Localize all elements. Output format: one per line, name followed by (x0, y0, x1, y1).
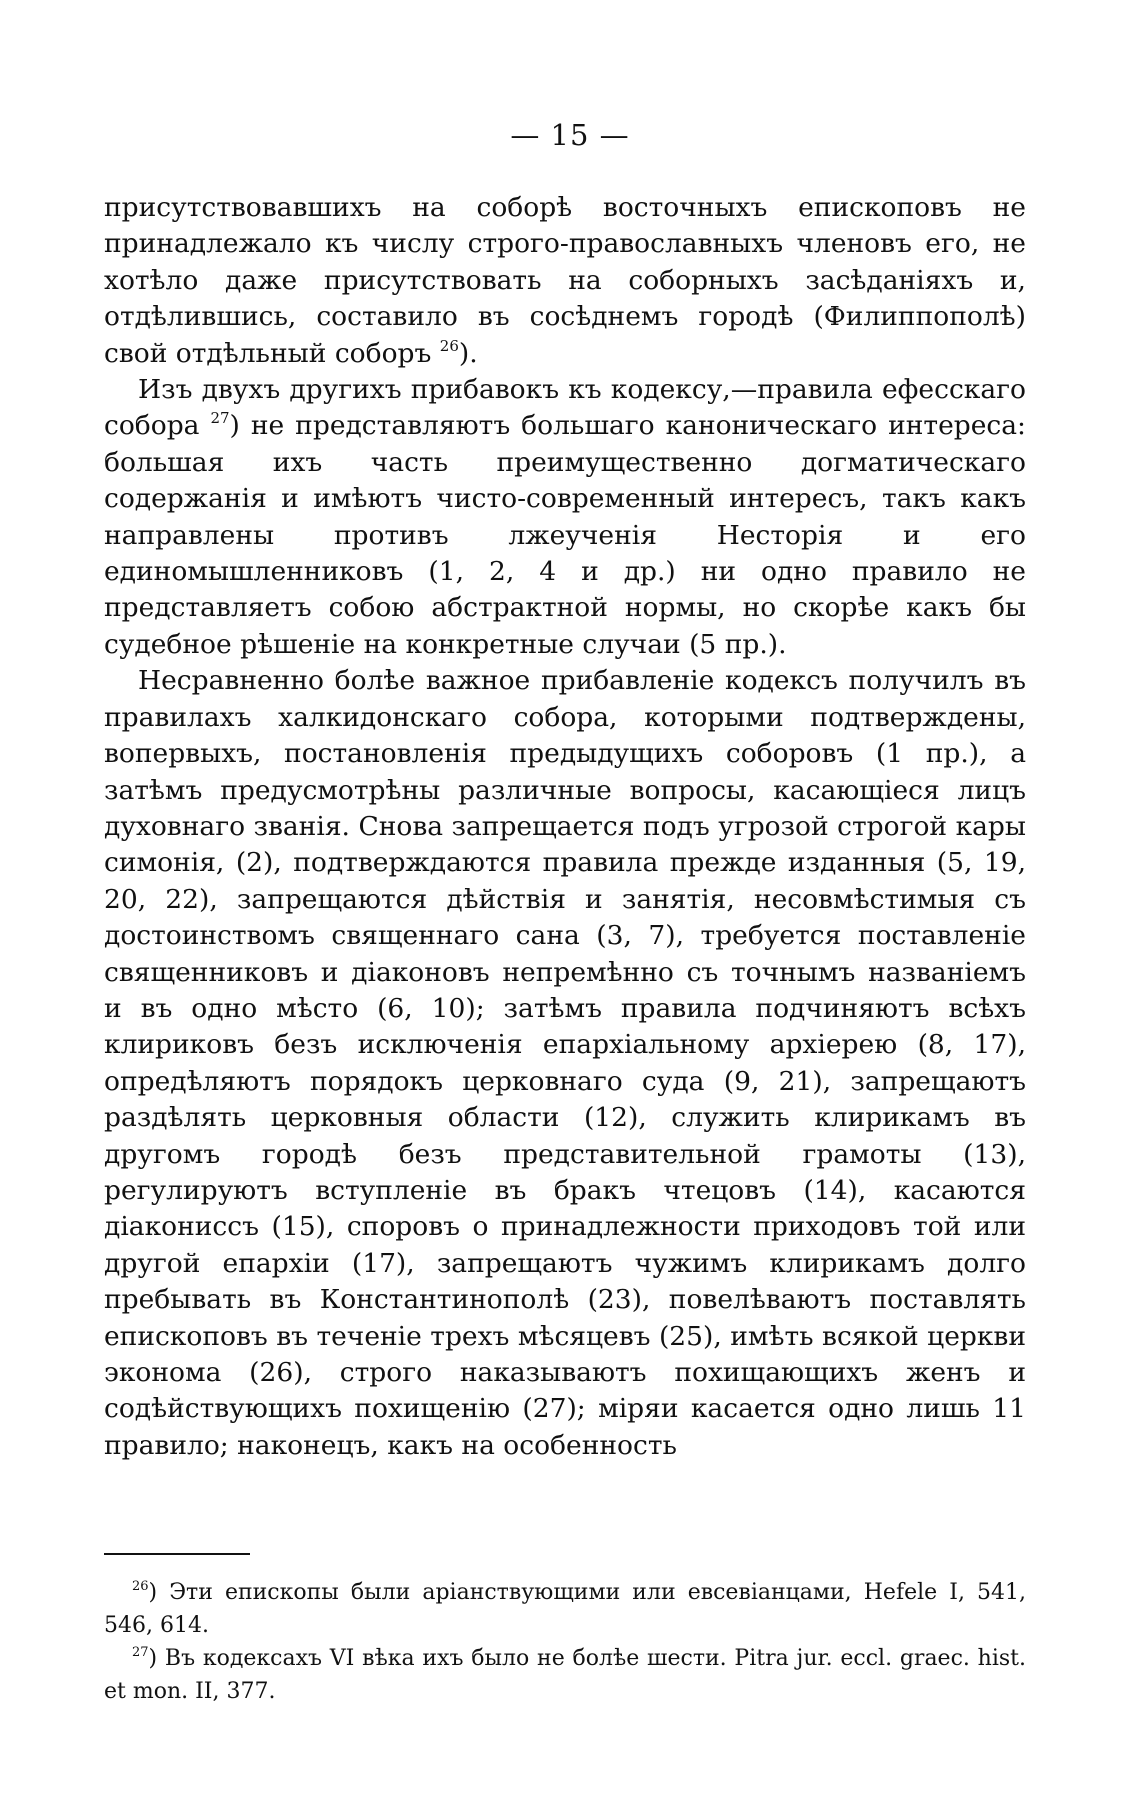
paragraph-text: Несравненно болѣе важное прибавленіе кодексъ получилъ въ правилахъ халкидонскаго собора, которыми подтверждены, вопервыхъ, постановленія предыдущихъ соборовъ (1 пр.), а затѣмъ предусмотрѣны различные вопросы, касающіеся лицъ духовнаго званія. Снова запрещается подъ угрозой строгой кары симонія, (2), подтверждаются правила прежде изданныя (5, 19, 20, 22), запрещаются дѣйствія и занятія, несовмѣстимыя съ достоинствомъ священнаго сана (3, 7), требуется поставленіе священниковъ и діаконовъ непремѣнно съ точнымъ названіемъ и въ одно мѣсто (6, 10); затѣмъ правила подчиняютъ всѣхъ клириковъ безъ исключенія епархіальному архіерею (8, 17), опредѣляютъ порядокъ церковнаго суда (9, 21), запрещаютъ раздѣлять церковныя области (12), служить клирикамъ въ другомъ городѣ безъ представительной грамоты (13), регулируютъ вступленіе въ бракъ чтецовъ (14), касаются діакониссъ (15), споровъ о принадлежности приходовъ той или другой епархіи (17), запрещаютъ чужимъ клирикамъ долго пребывать въ Константинополѣ (23), повелѣваютъ поставлять епископовъ въ теченіе трехъ мѣсяцевъ (25), имѣть всякой церкви эконома (26), строго наказываютъ похищающихъ женъ и содѣйствующихъ похищенію (27); міряи касается одно лишь 11 правило; наконецъ, какъ на особенность (104, 665, 1026, 1461)
paragraph-text: ) не представляютъ большаго каноническаго интереса: большая ихъ часть преимущественно догматическаго содержанія и имѣютъ чисто-современный интересъ, такъ какъ направлены противъ лжеученія Несторія и его единомышленниковъ (1, 2, 4 и др.) ни одно правило не представляетъ собою абстрактной нормы, но скорѣе какъ бы судебное рѣшеніе на конкретные случаи (5 пр.). (104, 410, 1026, 660)
footnote-marker: 27 (132, 1645, 149, 1660)
paragraph-text: присутствовавшихъ на соборѣ восточныхъ епископовъ не принадлежало къ числу строго-православныхъ членовъ его, не хотѣло даже присутствовать на соборныхъ засѣданіяхъ и, отдѣлившись, составило въ сосѣднемъ городѣ (Филиппополѣ) свой отдѣльный соборъ (104, 192, 1026, 369)
page-number: — 15 — (510, 118, 630, 152)
footnote-text: ) Эти епископы были аріанствующими или евсевіанцами, Hefele I, 541, 546, 614. (104, 1580, 1026, 1638)
footnote-reference: 27 (210, 409, 230, 428)
footnote-reference: 26 (439, 336, 459, 355)
footnote (104, 1576, 1026, 1642)
footnote-separator (104, 1553, 250, 1555)
footnote-text: ) Въ кодексахъ VI вѣка ихъ было не болѣе шести. Pitra jur. eccl. graec. hist. et mon. II, 377. (104, 1646, 1026, 1704)
main-text (104, 190, 1026, 1464)
paragraph-text: ). (458, 337, 478, 369)
footnotes (104, 1576, 1026, 1708)
paragraph (104, 372, 1026, 663)
paragraph (104, 190, 1026, 372)
paragraph (104, 663, 1026, 1464)
footnote-marker: 26 (132, 1579, 149, 1594)
paragraph-text: Изъ двухъ другихъ прибавокъ къ кодексу,—правила ефесскаго собора (104, 374, 1026, 442)
footnote (104, 1642, 1026, 1708)
